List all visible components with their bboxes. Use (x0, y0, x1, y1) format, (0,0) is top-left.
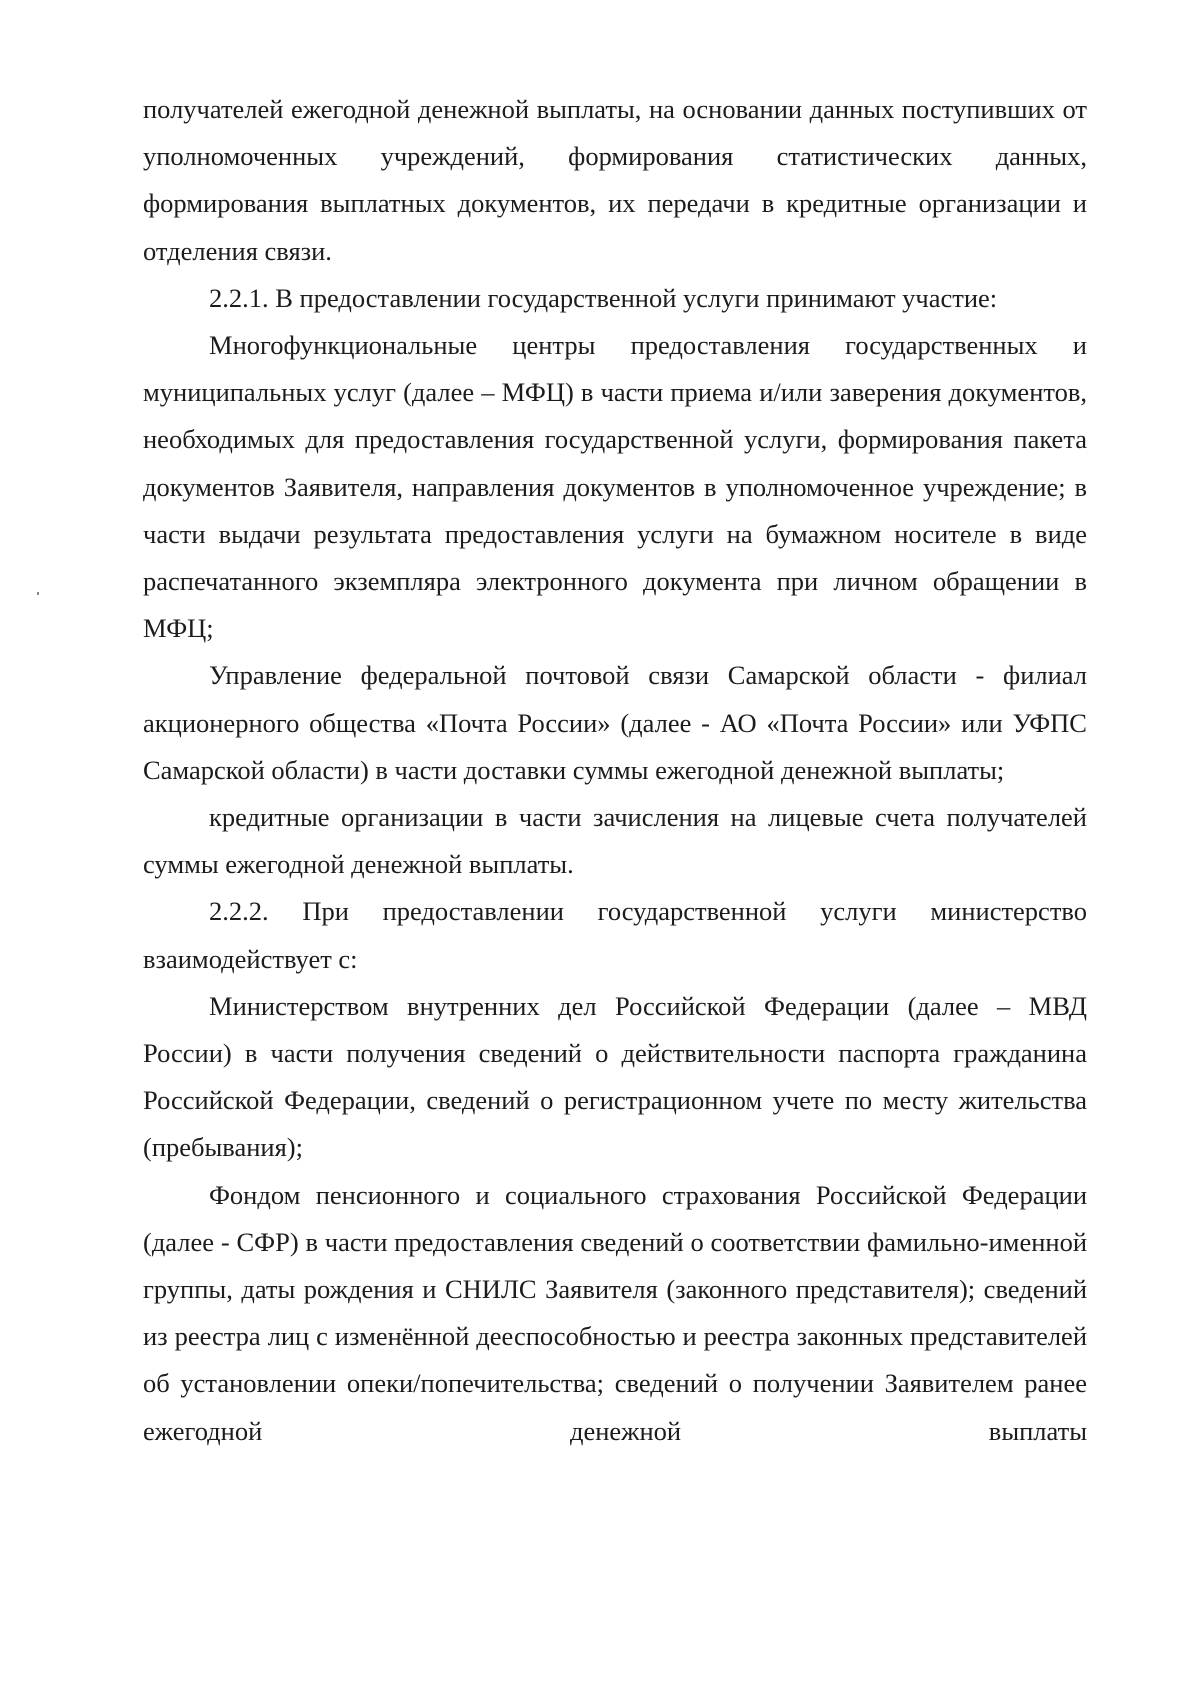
paragraph-sfr: Фондом пенсионного и социального страхования Российской Федерации (далее - СФР) в части предоставления сведений о соответствии фамильно-именной группы, даты рождения и СНИЛС Заявителя (законного представителя); сведений из реестра лиц с изменённой дееспособностью и реестра законных представителей об установлении опеки/попечительства; сведений о получении Заявителем ранее ежегодной денежной выплаты (143, 1179, 1087, 1446)
scan-speck (37, 592, 39, 595)
document-body (143, 86, 1087, 1455)
paragraph-2-2-1: 2.2.1. В предоставлении государственной услуги принимают участие: (209, 282, 998, 313)
paragraph-mfc: Многофункциональные центры предоставления государственных и муниципальных услуг (далее – МФЦ) в части приема и/или заверения документов, необходимых для предоставления государственной услуги, формирования пакета документов Заявителя, направления документов в уполномоченное учреждение; в части выдачи результата предоставления услуги на бумажном носителе в виде распечатанного экземпляра электронного документа при личном обращении в МФЦ; (143, 330, 1087, 644)
paragraph-continuation: получателей ежегодной денежной выплаты, на основании данных поступивших от уполномоченных учреждений, формирования статистических данных, формирования выплатных документов, их передачи в кредитные организации и отделения связи. (143, 94, 1087, 266)
paragraph-mvd: Министерством внутренних дел Российской Федерации (далее – МВД России) в части получения сведений о действительности паспорта гражданина Российской Федерации, сведений о регистрационном учете по месту жительства (пребывания); (143, 990, 1087, 1163)
paragraph-credit-organizations: кредитные организации в части зачисления на лицевые счета получателей суммы ежегодной денежной выплаты. (143, 802, 1087, 880)
paragraph-2-2-2: 2.2.2. При предоставлении государственной услуги министерство взаимодействует с: (143, 896, 1087, 974)
paragraph-post: Управление федеральной почтовой связи Самарской области - филиал акционерного общества «Почта России» (далее - АО «Почта России» или УФПС Самарской области) в части доставки суммы ежегодной денежной выплаты; (143, 660, 1087, 785)
